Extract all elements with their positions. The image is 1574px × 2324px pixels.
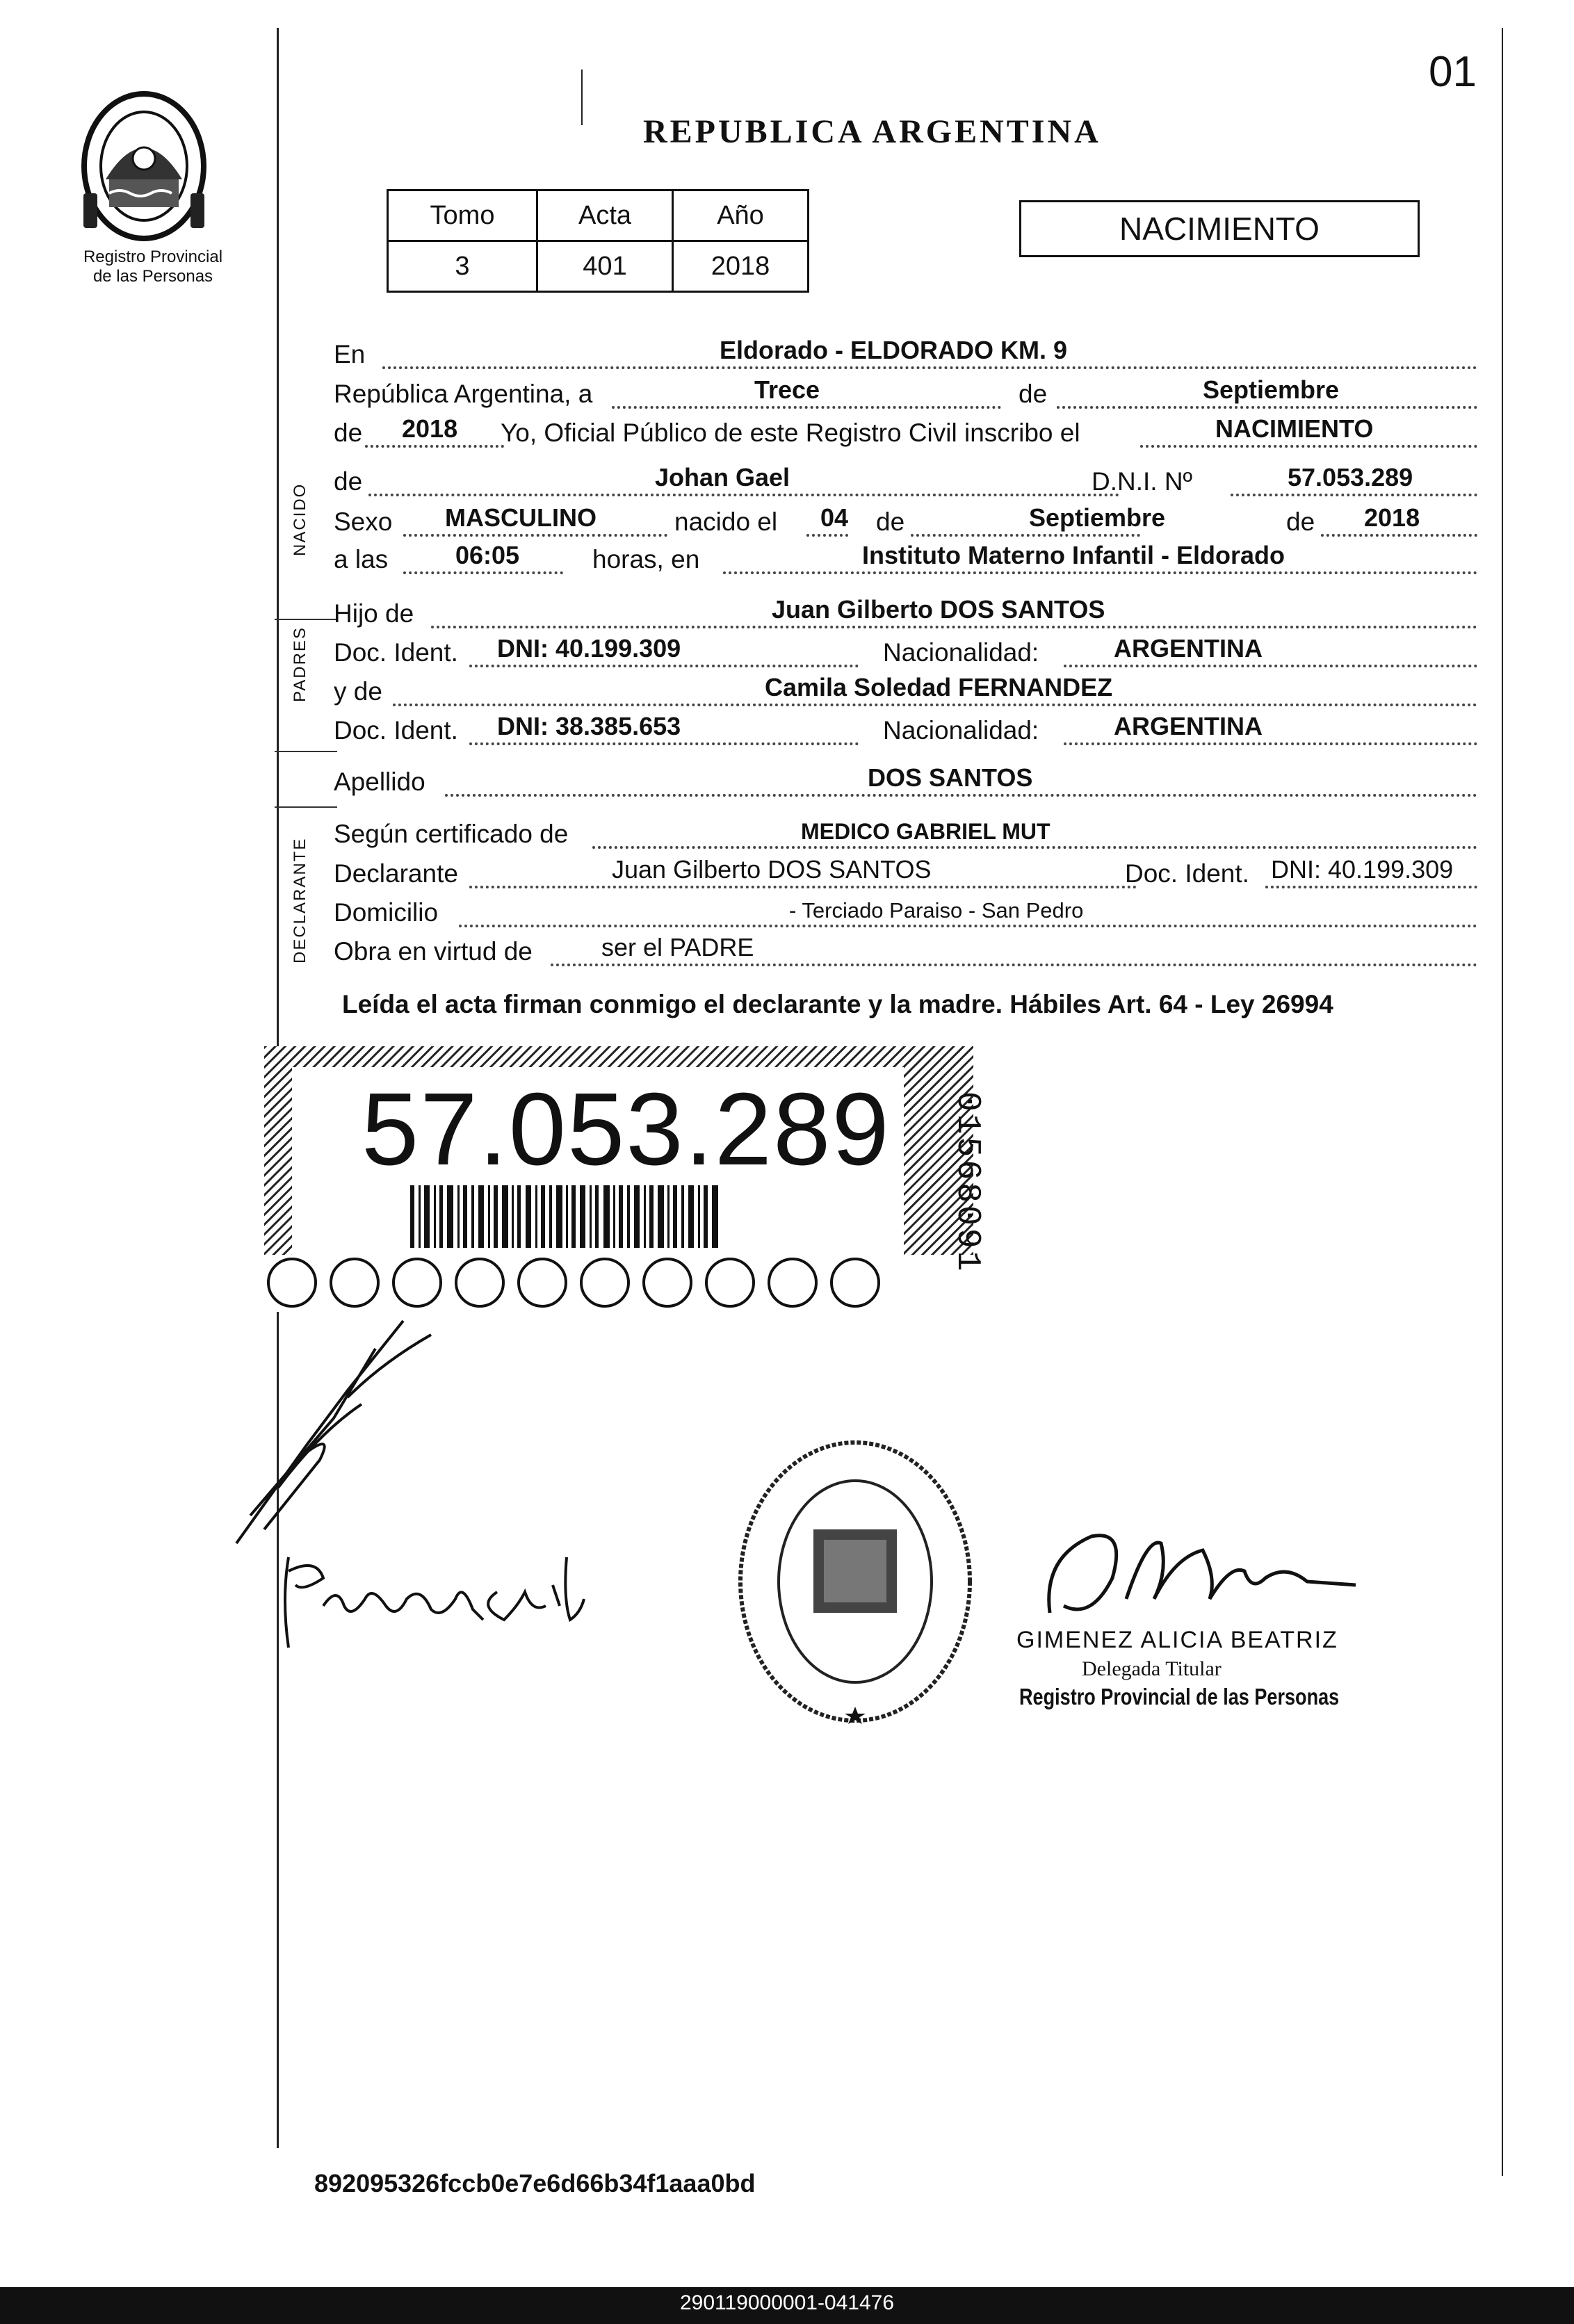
cert-label: Según certificado de	[334, 820, 569, 848]
acta-reference-table	[387, 189, 809, 293]
row-madre	[334, 674, 1477, 710]
official-signature	[1036, 1516, 1363, 1627]
name-value: Johan Gael	[655, 463, 790, 491]
dotted-line	[459, 925, 1477, 927]
birth-year: 2018	[1364, 503, 1420, 532]
father-nat: ARGENTINA	[1114, 634, 1263, 663]
right-margin-line	[1502, 28, 1503, 2176]
nacido-side-label: NACIDO	[291, 482, 309, 556]
row-en	[334, 337, 1477, 373]
sexo-value: MASCULINO	[445, 503, 597, 532]
horas-label: horas, en	[592, 545, 700, 574]
row-padre-doc	[334, 635, 1477, 672]
logo-caption-line1: Registro Provincial	[83, 247, 223, 266]
dotted-line	[723, 571, 1477, 574]
official-text: Yo, Oficial Público de este Registro Civil inscribo el	[501, 419, 1080, 447]
father-doc: DNI: 40.199.309	[497, 634, 681, 663]
month-value: Septiembre	[1203, 375, 1340, 404]
birth-month: Septiembre	[1029, 503, 1166, 532]
domicilio-value: - Terciado Paraiso - San Pedro	[789, 898, 1084, 923]
obra-label: Obra en virtud de	[334, 937, 533, 966]
row-hora	[334, 542, 1477, 578]
dotted-line	[393, 704, 1477, 706]
section-separator	[275, 806, 337, 808]
dni-label: D.N.I. Nº	[1092, 467, 1193, 496]
document-hash-code: 892095326fccb0e7e6d66b34f1aaa0bd	[314, 2169, 756, 2197]
dotted-line	[365, 445, 504, 448]
sticker-dni-number: 57.053.289	[362, 1072, 891, 1187]
dotted-line	[445, 794, 1477, 797]
dotted-line	[1064, 665, 1477, 667]
section-separator	[275, 751, 337, 752]
value-acta: 401	[537, 241, 673, 292]
mother-doc: DNI: 38.385.653	[497, 712, 681, 740]
birth-time: 06:05	[455, 541, 520, 569]
value-tomo: 3	[388, 241, 537, 292]
dotted-line	[368, 494, 1119, 496]
dni-value: 57.053.289	[1288, 463, 1413, 491]
republica-label: República Argentina, a	[334, 380, 593, 408]
dotted-line	[469, 886, 1137, 888]
header-tomo: Tomo	[388, 190, 537, 241]
row-fecha	[334, 377, 1477, 413]
mother-nat: ARGENTINA	[1114, 712, 1263, 740]
official-office: Registro Provincial de las Personas	[1019, 1684, 1340, 1709]
mother-nat-label: Nacionalidad:	[883, 716, 1039, 745]
logo-caption	[42, 247, 264, 286]
acta-table-header-row	[388, 190, 809, 241]
nacido-el-label: nacido el	[674, 507, 778, 536]
row-inscripcion	[334, 416, 1477, 452]
year-value: 2018	[402, 414, 458, 443]
dotted-line	[469, 665, 859, 667]
dotted-line	[403, 534, 667, 537]
acta-table-value-row	[388, 241, 809, 292]
province-seal-logo	[78, 89, 210, 243]
decl-doc-label: Doc. Ident.	[1125, 859, 1249, 888]
de-label-1: de	[1019, 380, 1048, 408]
en-value: Eldorado - ELDORADO KM. 9	[720, 336, 1068, 364]
father-name: Juan Gilberto DOS SANTOS	[772, 595, 1105, 624]
dotted-line	[469, 742, 859, 745]
decl-doc-value: DNI: 40.199.309	[1271, 855, 1454, 884]
cert-value: MEDICO GABRIEL MUT	[801, 819, 1050, 844]
dotted-line	[1057, 406, 1477, 409]
dotted-line	[1064, 742, 1477, 745]
footer-code: 290119000001-041476	[679, 2291, 895, 2314]
padres-side-label: PADRES	[291, 626, 309, 702]
apellido-value: DOS SANTOS	[868, 763, 1033, 792]
father-doc-label: Doc. Ident.	[334, 638, 458, 667]
dotted-line	[612, 406, 1001, 409]
father-nat-label: Nacionalidad:	[883, 638, 1039, 667]
page-number: 01	[1429, 48, 1477, 96]
dotted-line	[1321, 534, 1477, 537]
declarante-value: Juan Gilberto DOS SANTOS	[612, 855, 932, 884]
inscribe-value: NACIMIENTO	[1215, 414, 1374, 443]
row-obra	[334, 934, 1477, 970]
row-certificado	[334, 817, 1477, 853]
dotted-line	[431, 626, 1477, 628]
official-role: Delegada Titular	[1082, 1657, 1222, 1680]
center-fold-mark	[581, 70, 583, 125]
apellido-label: Apellido	[334, 767, 425, 796]
row-domicilio	[334, 895, 1477, 932]
de-label-4: de	[1286, 507, 1315, 536]
de-label-3: de	[876, 507, 905, 536]
birth-day: 04	[820, 503, 849, 532]
name-label: de	[334, 467, 363, 496]
mother-doc-label: Doc. Ident.	[334, 716, 458, 745]
record-type-box: NACIMIENTO	[1019, 200, 1420, 257]
dotted-line	[1265, 886, 1477, 888]
en-label: En	[334, 340, 366, 368]
dotted-line	[806, 534, 848, 537]
hijo-label: Hijo de	[334, 599, 414, 628]
official-stamp	[730, 1432, 980, 1738]
row-madre-doc	[334, 713, 1477, 749]
dotted-line	[1231, 494, 1477, 496]
domicilio-label: Domicilio	[334, 898, 439, 927]
declarante-label: Declarante	[334, 859, 458, 888]
dotted-line	[382, 366, 1477, 369]
official-name: GIMENEZ ALICIA BEATRIZ	[1016, 1627, 1338, 1653]
declarant-signature	[222, 1307, 445, 1557]
a-las-label: a las	[334, 545, 389, 574]
section-separator	[275, 619, 337, 620]
dotted-line	[592, 846, 1477, 849]
dotted-line	[1140, 445, 1477, 448]
header-ano: Año	[673, 190, 809, 241]
logo-caption-line2: de las Personas	[92, 267, 213, 286]
declarante-side-label: DECLARANTE	[291, 837, 309, 964]
obra-value: ser el PADRE	[601, 933, 754, 961]
dotted-line	[403, 571, 563, 574]
row-sexo	[334, 505, 1477, 541]
dotted-line	[551, 964, 1477, 966]
document-title: REPUBLICA ARGENTINA	[643, 113, 1101, 150]
mother-name: Camila Soledad FERNANDEZ	[765, 673, 1113, 701]
de-label-2: de	[334, 419, 363, 447]
row-declarante	[334, 856, 1477, 893]
header-acta: Acta	[537, 190, 673, 241]
mother-signature	[275, 1543, 601, 1661]
birth-place: Instituto Materno Infantil - Eldorado	[862, 541, 1285, 569]
dotted-line	[911, 534, 1140, 537]
closing-statement: Leída el acta firman conmigo el declarante y la madre. Hábiles Art. 64 - Ley 26994	[342, 990, 1333, 1018]
day-value: Trece	[754, 375, 820, 404]
row-nombre	[334, 464, 1477, 501]
y-de-label: y de	[334, 677, 382, 706]
sexo-label: Sexo	[334, 507, 393, 536]
row-padre	[334, 596, 1477, 633]
row-apellido	[334, 765, 1477, 801]
value-ano: 2018	[673, 241, 809, 292]
sticker-serial-number: 01568091	[948, 1091, 986, 1274]
